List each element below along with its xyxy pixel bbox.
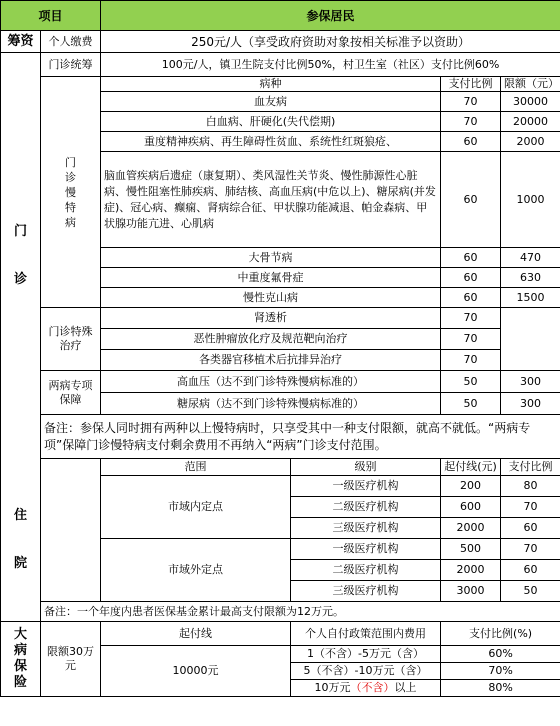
table-row: 门诊特殊治疗 肾透析 70 <box>1 308 560 329</box>
table-row: 市域外定点 一级医疗机构 500 70 <box>1 539 560 560</box>
col-critical-threshold: 起付线 <box>101 622 291 646</box>
special-label: 门诊特殊治疗 <box>41 308 101 371</box>
two-disease-label: 两病专项保障 <box>41 371 101 415</box>
funding-value: 250元/人（享受政府资助对象按相关标准予以资助） <box>101 31 560 53</box>
outpatient-section-bottom: 诊 <box>13 271 27 287</box>
col-level: 级别 <box>291 459 441 476</box>
col-inpatient-ratio: 支付比例 <box>501 459 560 476</box>
critical-limit-label: 限额30万元 <box>41 622 101 697</box>
table-row: 血友病 70 30000 <box>1 92 560 112</box>
table-row: 三级医疗机构 2000 60 <box>1 518 560 539</box>
pooling-label: 门诊统筹 <box>41 53 101 77</box>
header-residents: 参保居民 <box>101 1 560 31</box>
table-row: 大骨节病 60 470 <box>1 248 560 268</box>
inpatient-note: 备注：一个年度内患者医保基金累计最高支付限额为12万元。 <box>41 602 560 622</box>
critical-range-top: 10万元（不含）以上 <box>291 680 441 697</box>
table-row: 慢性克山病 60 1500 <box>1 288 560 308</box>
table-row: 二级医疗机构 600 70 <box>1 497 560 518</box>
col-critical-range: 个人自付政策范围内费用 <box>291 622 441 646</box>
table-row: 各类器官移植术后抗排异治疗 70 <box>1 350 560 371</box>
table-row: 糖尿病（达不到门诊特殊慢病标准的） 50 300 <box>1 393 560 415</box>
header-project: 项目 <box>1 1 101 31</box>
funding-label: 个人缴费 <box>41 31 101 53</box>
table-row: 市域内定点 一级医疗机构 200 80 <box>1 476 560 497</box>
outpatient-section-top: 门 <box>13 223 27 239</box>
col-threshold: 起付线(元) <box>441 459 501 476</box>
scope-in-city: 市域内定点 <box>101 476 291 539</box>
table-row: 脑血管疾病后遗症（康复期）、类风湿性关节炎、慢性肺源性心脏病、慢性阻塞性肺疾病、肺结核、高血压病(中危以上)、糖尿病(并发症)、冠心病、癫痫、肾病综合征、甲状腺功能减退、帕金森病、甲状腺功能亢进、心肌病 60 1000 <box>1 152 560 248</box>
table-row: 恶性肿瘤放化疗及规范靶向治疗 70 <box>1 329 560 350</box>
outpatient-section <box>1 53 41 459</box>
funding-section: 筹资 <box>1 31 41 53</box>
table-row: 三级医疗机构 3000 50 <box>1 581 560 602</box>
pooling-value: 100元/人，镇卫生院支付比例50%，村卫生室（社区）支付比例60% <box>101 53 560 77</box>
col-disease: 病种 <box>101 77 441 92</box>
col-ratio: 支付比例 <box>441 77 501 92</box>
chronic-label: 门 诊 慢 特 病 <box>41 77 101 308</box>
table-row: 二级医疗机构 2000 60 <box>1 560 560 581</box>
table-row: 10000元 1（不含）-5万元（含） 60% <box>1 646 560 663</box>
inpatient-section-bottom: 院 <box>13 555 27 571</box>
critical-section: 大 病 保 险 <box>1 622 41 697</box>
scope-out-city: 市域外定点 <box>101 539 291 602</box>
table-row: 5（不含）-10万元（含） 70% <box>1 663 560 680</box>
inpatient-blank <box>41 459 101 602</box>
col-critical-ratio: 支付比例(%) <box>441 622 560 646</box>
table-row: 中重度氟骨症 60 630 <box>1 268 560 288</box>
table-row: 两病专项保障 高血压（达不到门诊特殊慢病标准的） 50 300 <box>1 371 560 393</box>
table-row: 白血病、肝硬化(失代偿期) 70 20000 <box>1 112 560 132</box>
outpatient-note: 备注：参保人同时拥有两种以上慢特病时，只享受其中一种支付限额，就高不就低。“两病专项”保障门诊慢特病支付剩余费用不再纳入“两病”门诊支付范围。 <box>41 415 560 459</box>
inpatient-section <box>1 459 41 622</box>
table-row: 重度精神疾病、再生障碍性贫血、系统性红斑狼疮、 60 2000 <box>1 132 560 152</box>
special-limit-empty <box>501 308 560 371</box>
inpatient-section-top: 住 <box>13 507 27 523</box>
col-scope: 范围 <box>101 459 291 476</box>
excluded-note: （不含） <box>350 681 395 694</box>
col-limit: 限额（元） <box>501 77 560 92</box>
critical-threshold: 10000元 <box>101 646 291 697</box>
table-row: 10万元（不含）以上 80% <box>1 680 560 697</box>
